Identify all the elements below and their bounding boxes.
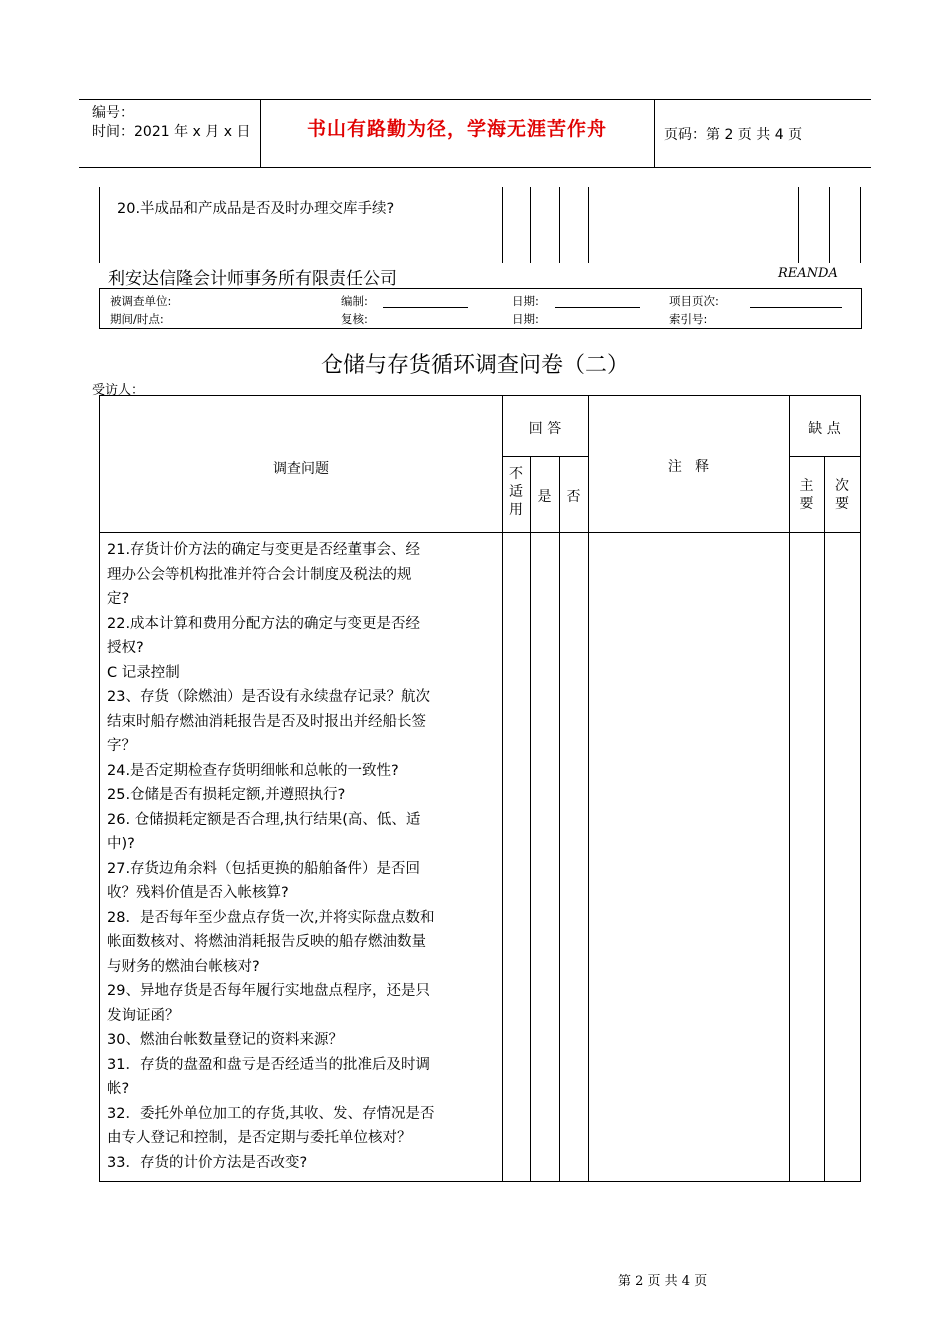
- page-footer: 第 2 页 共 4 页: [618, 1274, 708, 1289]
- prev-table-right-border: [860, 187, 861, 263]
- col-divider-yes: [559, 456, 560, 1181]
- page-indicator: 页码：第 2 页 共 4 页: [664, 127, 803, 143]
- question-line: 中)?: [107, 836, 135, 852]
- header-answer: 回 答: [528, 421, 562, 437]
- header-no: 否: [566, 489, 581, 505]
- defect-subheader-rule: [789, 456, 860, 457]
- period-label: 期间/时点:: [110, 312, 164, 326]
- question-line: 32．委托外单位加工的存货,其收、发、存情况是否: [107, 1105, 435, 1122]
- question-line: 23、存货（除燃油）是否设有永续盘存记录？航次: [107, 689, 430, 705]
- header-meta: [92, 104, 250, 142]
- surveyed-unit-label: 被调查单位:: [110, 294, 172, 308]
- header-note: 注 释: [667, 459, 710, 475]
- prev-table-col-6: [829, 187, 830, 263]
- question-line: 29、异地存货是否每年履行实地盘点程序，还是只: [107, 983, 430, 999]
- answer-subheader-rule: [502, 456, 588, 457]
- prepared-by-line: [383, 307, 468, 308]
- question-line: 21.存货计价方法的确定与变更是否经董事会、经: [107, 542, 421, 558]
- item-page-label: 项目页次:: [669, 294, 719, 308]
- header-bottom-rule: [79, 167, 871, 168]
- prev-question-20: 20.半成品和产成品是否及时办理交库手续?: [117, 201, 395, 217]
- prepared-by-label: 编制:: [341, 294, 368, 308]
- table-header-bottom: [99, 532, 861, 533]
- header-top-rule: [79, 99, 871, 100]
- table-top-border: [99, 395, 861, 396]
- index-number-label: 索引号:: [669, 312, 708, 326]
- firm-info-box: [99, 288, 862, 329]
- question-line: 字？: [107, 738, 136, 754]
- firm-logo-text: REANDA: [778, 266, 838, 281]
- header-question: 调查问题: [273, 461, 329, 477]
- document-number-label: 编号：: [92, 105, 134, 121]
- prev-table-left-border: [99, 187, 100, 263]
- question-list: [107, 538, 497, 1175]
- header-yes: 是: [537, 489, 552, 505]
- section-heading: C 记录控制: [107, 664, 180, 681]
- prev-table-col-4: [588, 187, 589, 263]
- question-line: 31．存货的盘盈和盘亏是否经适当的批准后及时调: [107, 1056, 430, 1073]
- table-bottom-border: [99, 1181, 861, 1182]
- header-divider-2: [654, 99, 655, 167]
- prev-table-col-2: [530, 187, 531, 263]
- date-label-1: 日期:: [512, 294, 539, 308]
- question-line: 授权?: [107, 640, 144, 656]
- item-page-line: [750, 307, 842, 308]
- question-line: 26. 仓储损耗定额是否合理,执行结果(高、低、适: [107, 811, 421, 828]
- question-line: 收？残料价值是否入帐核算?: [107, 885, 289, 901]
- header-defect: 缺 点: [808, 421, 841, 437]
- question-line: 定?: [107, 591, 130, 607]
- page-title: 仓储与存货循环调查问卷（二）: [320, 353, 629, 378]
- question-line: 理办公会等机构批准并符合会计制度及税法的规: [107, 566, 412, 583]
- prev-table-col-1: [502, 187, 503, 263]
- reviewed-by-label: 复核:: [341, 312, 368, 326]
- question-line: 帐面数核对、将燃油消耗报告反映的船存燃油数量: [107, 934, 426, 950]
- col-divider-na: [530, 456, 531, 1181]
- table-right-border: [860, 395, 861, 1181]
- question-line: 帐?: [107, 1081, 130, 1097]
- question-line: 30、燃油台帐数量登记的资料来源？: [107, 1032, 343, 1048]
- prev-table-col-5: [798, 187, 799, 263]
- question-line: 24.是否定期检查存货明细帐和总帐的一致性?: [107, 762, 399, 779]
- question-line: 由专人登记和控制，是否定期与委托单位核对？: [107, 1130, 412, 1146]
- question-line: 与财务的燃油台帐核对?: [107, 958, 260, 975]
- prev-table-col-3: [559, 187, 560, 263]
- question-line: 25.仓储是否有损耗定额,并遵照执行?: [107, 787, 346, 803]
- col-divider-no: [588, 395, 589, 1181]
- question-line: 22.成本计算和费用分配方法的确定与变更是否经: [107, 615, 421, 632]
- question-line: 发询证函？: [107, 1007, 180, 1024]
- motto-text: 书山有路勤为径，学海无涯苦作舟: [306, 118, 607, 140]
- header-minor: 次 要: [835, 478, 849, 512]
- col-divider-major: [824, 456, 825, 1181]
- header-not-applicable: 不 适 用: [509, 466, 523, 518]
- question-line: 28．是否每年至少盘点存货一次,并将实际盘点数和: [107, 909, 435, 926]
- firm-name: 利安达信隆会计师事务所有限责任公司: [108, 269, 397, 289]
- document-time-label: 时间：2021 年 x 月 x 日: [92, 124, 251, 140]
- date-line-1: [555, 307, 640, 308]
- header-major: 主 要: [799, 478, 814, 512]
- interviewee-label: 受访人：: [92, 383, 145, 398]
- question-line: 33．存货的计价方法是否改变?: [107, 1154, 308, 1171]
- table-left-border: [99, 395, 100, 1181]
- question-line: 27.存货边角余料（包括更换的船舶备件）是否回: [107, 860, 421, 877]
- date-label-2: 日期:: [512, 312, 539, 326]
- question-line: 结束时船存燃油消耗报告是否及时报出并经船长签: [107, 713, 426, 730]
